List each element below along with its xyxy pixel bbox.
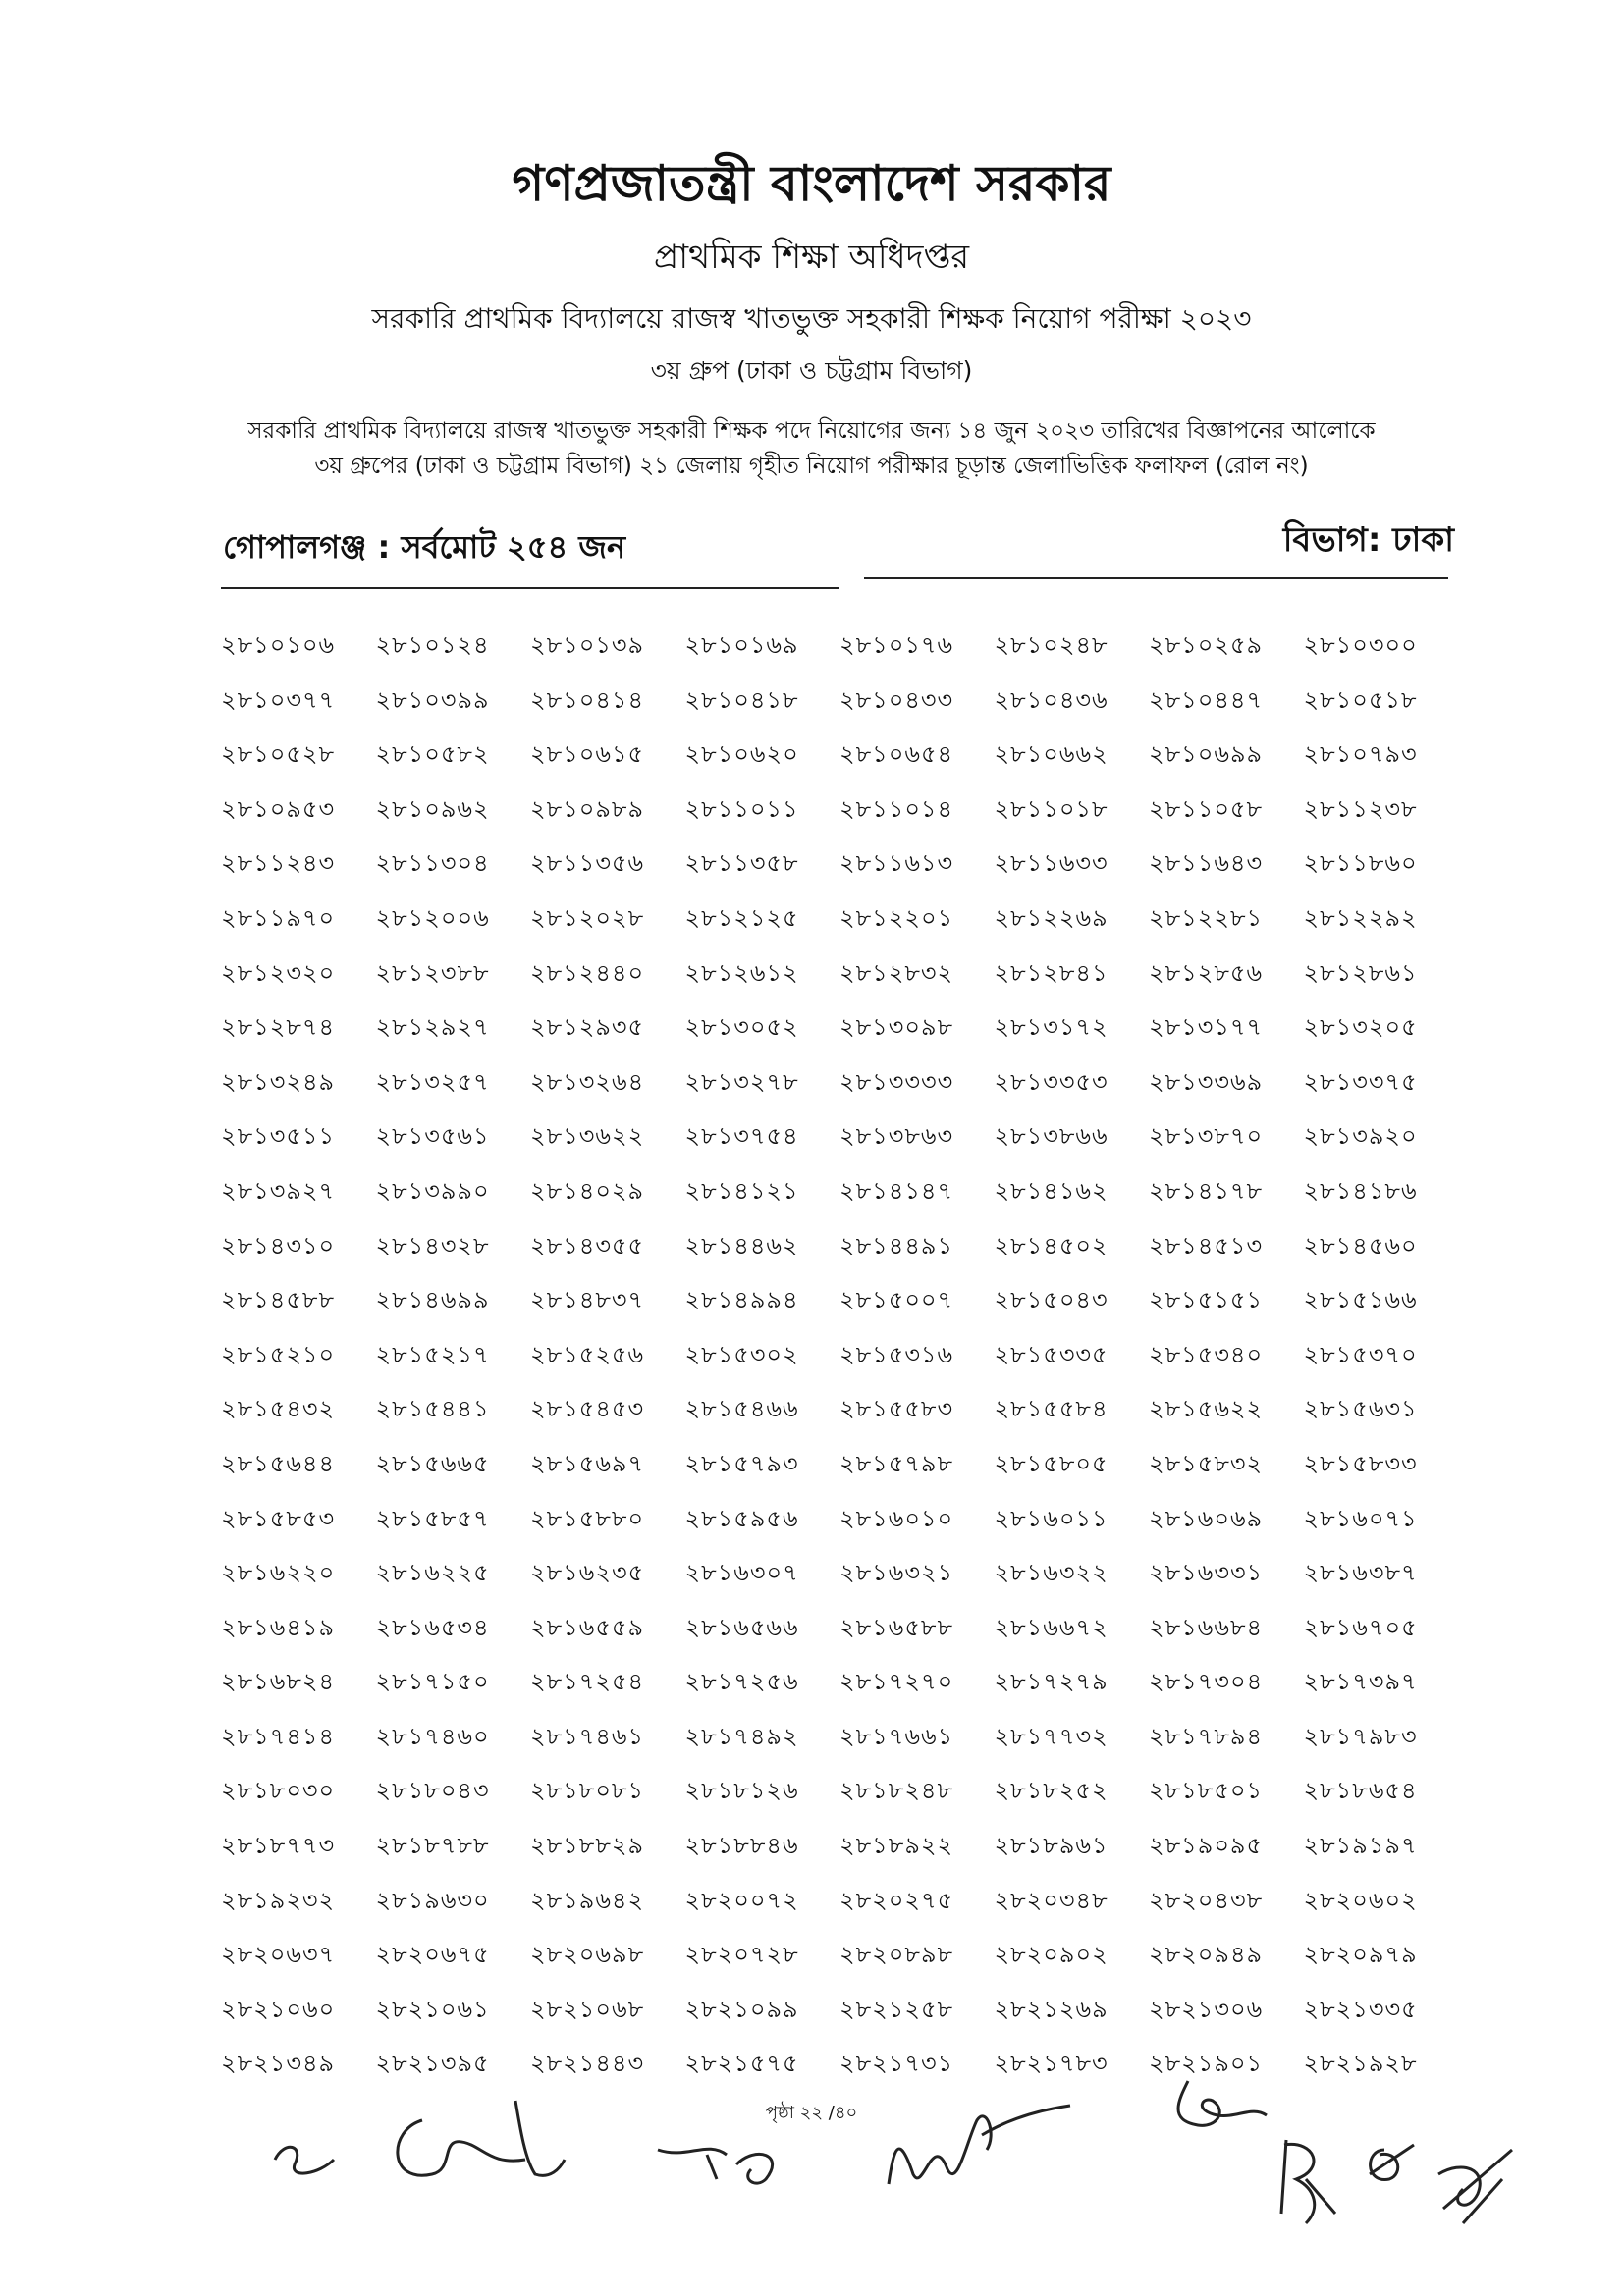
- roll-number: ২৮১৬৬৮৪: [1149, 1613, 1264, 1641]
- roll-number: ২৮১০৬৫৪: [839, 740, 954, 769]
- roll-number: ২৮১৬২৩৫: [530, 1559, 645, 1587]
- exam-title: সরকারি প্রাথমিক বিদ্যালয়ে রাজস্ব খাতভুক্ত সহকারী শিক্ষক নিয়োগ পরীক্ষা ২০২৩: [371, 302, 1252, 335]
- roll-number: ২৮১৫০৪৩: [994, 1286, 1109, 1314]
- roll-number: ২৮১৬৫৮৮: [839, 1613, 954, 1641]
- signature-1: [378, 2091, 574, 2199]
- roll-number: ২৮২১৩৯৫: [375, 2050, 490, 2078]
- roll-number: ২৮১২০০৬: [375, 903, 490, 932]
- roll-number: ২৮১৫৩৭০: [1303, 1340, 1418, 1368]
- roll-number: ২৮১৪৮৩৭: [530, 1286, 645, 1314]
- roll-number: ২৮১৫৪৪১: [375, 1395, 490, 1423]
- signature-5: [1267, 2120, 1522, 2228]
- roll-number: ২৮১৩৭৫৪: [684, 1122, 799, 1150]
- roll-number: ২৮১৯৬৪২: [530, 1886, 645, 1914]
- roll-number: ২৮১২৯৩৫: [530, 1013, 645, 1041]
- district-total: গোপালগঞ্জ : সর্বমোট ২৫৪ জন: [223, 528, 626, 565]
- signature-2: [648, 2135, 795, 2194]
- roll-number: ২৮১৭৭৩২: [994, 1722, 1109, 1750]
- roll-number: ২৮১১৩৫৬: [530, 849, 645, 878]
- roll-number: ২৮১৩২৬৪: [530, 1067, 645, 1095]
- notice-line-2: ৩য় গ্রুপের (ঢাকা ও চট্টগ্রাম বিভাগ) ২১ জেলায় গৃহীত নিয়োগ পরীক্ষার চূড়ান্ত জেলাভিত্তিক ফলাফল (রোল নং): [314, 454, 1309, 479]
- roll-number: ২৮১০৭৯৩: [1303, 740, 1418, 769]
- roll-number: ২৮১২২০১: [839, 903, 954, 932]
- roll-number: ২৮১২১২৫: [684, 903, 799, 932]
- notice-line-1: সরকারি প্রাথমিক বিদ্যালয়ে রাজস্ব খাতভুক্ত সহকারী শিক্ষক পদে নিয়োগের জন্য ১৪ জুন ২০২৩ তারিখের বিজ্ঞাপনের আলোকে: [247, 418, 1376, 444]
- roll-number: ২৮১৩২৫৭: [375, 1067, 490, 1095]
- roll-number: ২৮১৬২২০: [221, 1559, 336, 1587]
- roll-number: ২৮১১০১৪: [839, 794, 954, 823]
- roll-number: ২৮১৫৬৪৪: [221, 1449, 336, 1477]
- roll-number: ২৮১৭৪৬১: [530, 1722, 645, 1750]
- roll-number: ২৮১২২৬৯: [994, 903, 1109, 932]
- roll-number: ২৮১৩৫৬১: [375, 1122, 490, 1150]
- roll-number: ২৮২০৯৪৯: [1149, 1941, 1264, 1969]
- roll-number: ২৮১০৬৬২: [994, 740, 1109, 769]
- roll-number: ২৮১৯৬৩০: [375, 1886, 490, 1914]
- roll-number: ২৮১৭৯৮৩: [1303, 1722, 1418, 1750]
- roll-number: ২৮২১২৫৮: [839, 1995, 954, 2023]
- roll-number: ২৮১২৩২০: [221, 958, 336, 987]
- roll-number: ২৮১৫৬৩১: [1303, 1395, 1418, 1423]
- roll-number: ২৮১৯২৩২: [221, 1886, 336, 1914]
- government-title: গণপ্রজাতন্ত্রী বাংলাদেশ সরকার: [512, 155, 1111, 212]
- roll-number: ২৮১৪৯৯৪: [684, 1286, 799, 1314]
- roll-number: ২৮১৫৫৮৩: [839, 1395, 954, 1423]
- roll-number: ২৮১৭১৫০: [375, 1668, 490, 1696]
- roll-number: ২৮১৫২৫৬: [530, 1340, 645, 1368]
- roll-number: ২৮১১৯৭০: [221, 903, 336, 932]
- roll-number: ২৮১৭৬৬১: [839, 1722, 954, 1750]
- roll-number: ২৮১৮০৪৩: [375, 1777, 490, 1805]
- roll-number: ২৮১০১৩৯: [530, 631, 645, 659]
- roll-number: ২৮১১০৫৮: [1149, 794, 1264, 823]
- roll-number: ২৮১২৯২৭: [375, 1013, 490, 1041]
- roll-number: ২৮১৩৮৬৩: [839, 1122, 954, 1150]
- roll-number: ২৮১৭২৫৬: [684, 1668, 799, 1696]
- roll-number: ২৮১০২৫৯: [1149, 631, 1264, 659]
- roll-number: ২৮২০৬৩৭: [221, 1941, 336, 1969]
- roll-number: ২৮১২৬১২: [684, 958, 799, 987]
- signature-4: [1159, 2071, 1276, 2140]
- roll-number: ২৮১৬৭০৫: [1303, 1613, 1418, 1641]
- roll-number: ২৮১৩৬২২: [530, 1122, 645, 1150]
- roll-number: ২৮১৮৯২২: [839, 1832, 954, 1860]
- roll-number: ২৮১৪১৮৬: [1303, 1176, 1418, 1204]
- roll-number: ২৮১১২৩৮: [1303, 794, 1418, 823]
- roll-number: ২৮১০৯৫৩: [221, 794, 336, 823]
- roll-number: ২৮১৭৩০৪: [1149, 1668, 1264, 1696]
- roll-number: ২৮১২৮৭৪: [221, 1013, 336, 1041]
- roll-number: ২৮১৫৮০৫: [994, 1449, 1109, 1477]
- initial-mark: [265, 2125, 353, 2194]
- roll-number: ২৮১৭৮৯৪: [1149, 1722, 1264, 1750]
- roll-number: ২৮১৮৫০১: [1149, 1777, 1264, 1805]
- roll-number: ২৮১৮২৪৮: [839, 1777, 954, 1805]
- roll-number: ২৮১০৪৪৭: [1149, 685, 1264, 714]
- roll-number: ২৮২০৭২৮: [684, 1941, 799, 1969]
- roll-number: ২৮১০৩৯৯: [375, 685, 490, 714]
- roll-number: ২৮২০৪৩৮: [1149, 1886, 1264, 1914]
- roll-number: ২৮১৭২৭৯: [994, 1668, 1109, 1696]
- roll-number: ২৮১১৬৩৩: [994, 849, 1109, 878]
- roll-number: ২৮১২৮৪১: [994, 958, 1109, 987]
- roll-number: ২৮২০০৭২: [684, 1886, 799, 1914]
- roll-number: ২৮১০২৪৮: [994, 631, 1109, 659]
- roll-number: ২৮১৬৩২১: [839, 1559, 954, 1587]
- roll-number: ২৮১৩২৭৮: [684, 1067, 799, 1095]
- roll-number: ২৮১৩৯২৭: [221, 1176, 336, 1204]
- roll-number: ২৮১০৫৮২: [375, 740, 490, 769]
- roll-number: ২৮২১৯০১: [1149, 2050, 1264, 2078]
- roll-number: ২৮১৬৫৩৪: [375, 1613, 490, 1641]
- roll-number: ২৮১৫০০৭: [839, 1286, 954, 1314]
- roll-number: ২৮১২৪৪০: [530, 958, 645, 987]
- roll-number: ২৮১৪৩২৮: [375, 1231, 490, 1259]
- roll-number: ২৮১৩০৫২: [684, 1013, 799, 1041]
- roll-number: ২৮২১৫৭৫: [684, 2050, 799, 2078]
- roll-number: ২৮২০৬৯৮: [530, 1941, 645, 1969]
- roll-number: ২৮১৫১৫১: [1149, 1286, 1264, 1314]
- roll-number: ২৮১৬৩২২: [994, 1559, 1109, 1587]
- roll-number: ২৮১৫৮৩২: [1149, 1449, 1264, 1477]
- roll-number: ২৮১০১৬৯: [684, 631, 799, 659]
- roll-number: ২৮২০৬৭৫: [375, 1941, 490, 1969]
- roll-number: ২৮১৫৩৪০: [1149, 1340, 1264, 1368]
- roll-number: ২৮১৮০৮১: [530, 1777, 645, 1805]
- roll-number: ২৮১৫৩৩৫: [994, 1340, 1109, 1368]
- roll-number: ২৮১৪৪৯১: [839, 1231, 954, 1259]
- roll-number: ২৮১৩৩৭৫: [1303, 1067, 1418, 1095]
- roll-number: ২৮২১৩০৬: [1149, 1995, 1264, 2023]
- roll-number: ২৮২০৯৭৯: [1303, 1941, 1418, 1969]
- roll-number: ২৮২১৪৪৩: [530, 2050, 645, 2078]
- directorate-title: প্রাথমিক শিক্ষা অধিদপ্তর: [653, 238, 970, 277]
- roll-number: ২৮১৭৩৯৭: [1303, 1668, 1418, 1696]
- roll-number: ২৮১০৯৬২: [375, 794, 490, 823]
- roll-number: ২৮১৫৮৩৩: [1303, 1449, 1418, 1477]
- roll-number: ২৮১৬০১০: [839, 1504, 954, 1532]
- roll-number: ২৮১৫৬৬৫: [375, 1449, 490, 1477]
- roll-number: ২৮১৩৩৫৩: [994, 1067, 1109, 1095]
- roll-number: ২৮১৮৭৭৩: [221, 1832, 336, 1860]
- roll-number: ২৮১৮৮৪৬: [684, 1832, 799, 1860]
- roll-number: ২৮১০৪১৪: [530, 685, 645, 714]
- roll-number: ২৮২১০৯৯: [684, 1995, 799, 2023]
- roll-number: ২৮১৩২০৫: [1303, 1013, 1418, 1041]
- roll-number: ২৮১৫৯৫৬: [684, 1504, 799, 1532]
- roll-number: ২৮১১৬৪৩: [1149, 849, 1264, 878]
- roll-number: ২৮১০৬৯৯: [1149, 740, 1264, 769]
- roll-number: ২৮১২২৯২: [1303, 903, 1418, 932]
- page-number: পৃষ্ঠা ২২ /৪০: [765, 2103, 858, 2123]
- roll-number: ২৮১১৩৫৮: [684, 849, 799, 878]
- roll-number: ২৮১৬০৬৯: [1149, 1504, 1264, 1532]
- roll-number: ২৮১১০১১: [684, 794, 799, 823]
- roll-number: ২৮১৩১৭৭: [1149, 1013, 1264, 1041]
- roll-number: ২৮২১০৬০: [221, 1995, 336, 2023]
- roll-number: ২৮১৮২৫২: [994, 1777, 1109, 1805]
- roll-number: ২৮১৫২১০: [221, 1340, 336, 1368]
- roll-number: ২৮১৯০৯৫: [1149, 1832, 1264, 1860]
- roll-number: ২৮১২৮৬১: [1303, 958, 1418, 987]
- roll-number: ২৮১০১৭৬: [839, 631, 954, 659]
- roll-number: ২৮১৮১২৬: [684, 1777, 799, 1805]
- roll-number: ২৮১৮৯৬১: [994, 1832, 1109, 1860]
- roll-number: ২৮২০২৭৫: [839, 1886, 954, 1914]
- roll-number: ২৮১৫৮৫৩: [221, 1504, 336, 1532]
- roll-number: ২৮১৪৫০২: [994, 1231, 1109, 1259]
- roll-number: ২৮১২২৮১: [1149, 903, 1264, 932]
- roll-number: ২৮১৬০৭১: [1303, 1504, 1418, 1532]
- roll-number: ২৮১৫৪৫৩: [530, 1395, 645, 1423]
- roll-number: ২৮২১২৬৯: [994, 1995, 1109, 2023]
- roll-number: ২৮১৪৩১০: [221, 1231, 336, 1259]
- roll-number: ২৮১৫৬৯৭: [530, 1449, 645, 1477]
- roll-number: ২৮২১০৬১: [375, 1995, 490, 2023]
- roll-number: ২৮১৫৪৩২: [221, 1395, 336, 1423]
- roll-number: ২৮১৩৩৩৩: [839, 1067, 954, 1095]
- roll-number: ২৮২১৩৩৫: [1303, 1995, 1418, 2023]
- roll-number: ২৮১৪৫৬০: [1303, 1231, 1418, 1259]
- roll-number: ২৮১০১২৪: [375, 631, 490, 659]
- roll-number: ২৮২১০৬৮: [530, 1995, 645, 2023]
- roll-number: ২৮১৩২৪৯: [221, 1067, 336, 1095]
- divider-left: [221, 587, 839, 589]
- roll-number: ২৮১৩৫১১: [221, 1122, 336, 1150]
- roll-number: ২৮১৬৩০৭: [684, 1559, 799, 1587]
- roll-number: ২৮১১৬১৩: [839, 849, 954, 878]
- roll-number: ২৮১৮৮২৯: [530, 1832, 645, 1860]
- roll-number: ২৮১৬৬৭২: [994, 1613, 1109, 1641]
- roll-number: ২৮২১৭৩১: [839, 2050, 954, 2078]
- roll-number: ২৮১০৯৮৯: [530, 794, 645, 823]
- roll-number: ২৮১৫৪৬৬: [684, 1395, 799, 1423]
- roll-number: ২৮১৫৮৮০: [530, 1504, 645, 1532]
- roll-number: ২৮১০৪৩৬: [994, 685, 1109, 714]
- roll-number: ২৮১২৮৩২: [839, 958, 954, 987]
- roll-number: ২৮১৪১৭৮: [1149, 1176, 1264, 1204]
- roll-number: ২৮১৩৮৬৬: [994, 1122, 1109, 1150]
- roll-number: ২৮১৬৫৫৯: [530, 1613, 645, 1641]
- roll-number: ২৮১৪০২৯: [530, 1176, 645, 1204]
- roll-number: ২৮২১৭৮৩: [994, 2050, 1109, 2078]
- roll-number: ২৮১৫৮৫৭: [375, 1504, 490, 1532]
- roll-number: ২৮১৭২৫৪: [530, 1668, 645, 1696]
- roll-number: ২৮১৪১৬২: [994, 1176, 1109, 1204]
- roll-number: ২৮১৫৩১৬: [839, 1340, 954, 1368]
- roll-number: ২৮১৬৩৮৭: [1303, 1559, 1418, 1587]
- roll-number: ২৮১০৫২৮: [221, 740, 336, 769]
- roll-number: ২৮১১০১৮: [994, 794, 1109, 823]
- roll-number: ২৮১৫১৬৬: [1303, 1286, 1418, 1314]
- roll-number: ২৮১২৩৮৮: [375, 958, 490, 987]
- roll-number: ২৮১৮৬৫৪: [1303, 1777, 1418, 1805]
- roll-number: ২৮১৭৪১৪: [221, 1722, 336, 1750]
- roll-number: ২৮১৫২১৭: [375, 1340, 490, 1368]
- roll-number: ২৮১৯১৯৭: [1303, 1832, 1418, 1860]
- roll-number: ২৮১২৮৫৬: [1149, 958, 1264, 987]
- roll-number: ২৮১৪১২১: [684, 1176, 799, 1204]
- roll-number: ২৮২০৮৯৮: [839, 1941, 954, 1969]
- roll-number: ২৮২০৯০২: [994, 1941, 1109, 1969]
- roll-number: ২৮২১৯২৮: [1303, 2050, 1418, 2078]
- roll-number: ২৮১৪৪৬২: [684, 1231, 799, 1259]
- roll-number: ২৮১৫৬২২: [1149, 1395, 1264, 1423]
- roll-number: ২৮১৩৩৬৯: [1149, 1067, 1264, 1095]
- roll-number: ২৮১৩৯৯০: [375, 1176, 490, 1204]
- roll-number: ২৮১৪১৪৭: [839, 1176, 954, 1204]
- roll-number: ২৮২১৩৪৯: [221, 2050, 336, 2078]
- roll-number: ২৮১০৩০০: [1303, 631, 1418, 659]
- roll-number: ২৮১০৩৭৭: [221, 685, 336, 714]
- roll-number: ২৮২০৩৪৮: [994, 1886, 1109, 1914]
- roll-number: ২৮১২০২৮: [530, 903, 645, 932]
- roll-number: ২৮১৫৩০২: [684, 1340, 799, 1368]
- roll-number: ২৮২০৬০২: [1303, 1886, 1418, 1914]
- roll-number: ২৮১৫৭৯৮: [839, 1449, 954, 1477]
- roll-number: ২৮১০৪১৮: [684, 685, 799, 714]
- roll-number-grid: [221, 618, 1458, 2092]
- group-title: ৩য় গ্রুপ (ঢাকা ও চট্টগ্রাম বিভাগ): [650, 356, 973, 385]
- roll-number: ২৮১০৬২০: [684, 740, 799, 769]
- roll-number: ২৮১৩০৯৮: [839, 1013, 954, 1041]
- roll-number: ২৮১৬০১১: [994, 1504, 1109, 1532]
- roll-number: ২৮১৬২২৫: [375, 1559, 490, 1587]
- roll-number: ২৮১৬৩৩১: [1149, 1559, 1264, 1587]
- roll-number: ২৮১৪৫১৩: [1149, 1231, 1264, 1259]
- roll-number: ২৮১৬৮২৪: [221, 1668, 336, 1696]
- roll-number: ২৮১৫৭৯৩: [684, 1449, 799, 1477]
- division-label: বিভাগ: ঢাকা: [1282, 520, 1454, 560]
- roll-number: ২৮১৪৫৮৮: [221, 1286, 336, 1314]
- roll-number: ২৮১৪৬৯৯: [375, 1286, 490, 1314]
- roll-number: ২৮১৮৭৮৮: [375, 1832, 490, 1860]
- roll-number: ২৮১১৩০৪: [375, 849, 490, 878]
- roll-number: ২৮১১২৪৩: [221, 849, 336, 878]
- roll-number: ২৮১১৮৬০: [1303, 849, 1418, 878]
- roll-number: ২৮১৩১৭২: [994, 1013, 1109, 1041]
- roll-number: ২৮১৭৪৯২: [684, 1722, 799, 1750]
- roll-number: ২৮১৫৫৮৪: [994, 1395, 1109, 1423]
- roll-number: ২৮১৭৪৬০: [375, 1722, 490, 1750]
- roll-number: ২৮১৬৫৬৬: [684, 1613, 799, 1641]
- roll-number: ২৮১৮০৩০: [221, 1777, 336, 1805]
- roll-number: ২৮১৭২৭০: [839, 1668, 954, 1696]
- roll-number: ২৮১৩৯২০: [1303, 1122, 1418, 1150]
- roll-number: ২৮১০৬১৫: [530, 740, 645, 769]
- roll-number: ২৮১৬৪১৯: [221, 1613, 336, 1641]
- roll-number: ২৮১৩৮৭০: [1149, 1122, 1264, 1150]
- roll-number: ২৮১০১০৬: [221, 631, 336, 659]
- divider-right: [864, 577, 1448, 579]
- roll-number: ২৮১৪৩৫৫: [530, 1231, 645, 1259]
- roll-number: ২৮১০৪৩৩: [839, 685, 954, 714]
- roll-number: ২৮১০৫১৮: [1303, 685, 1418, 714]
- signature-3: [879, 2091, 1075, 2204]
